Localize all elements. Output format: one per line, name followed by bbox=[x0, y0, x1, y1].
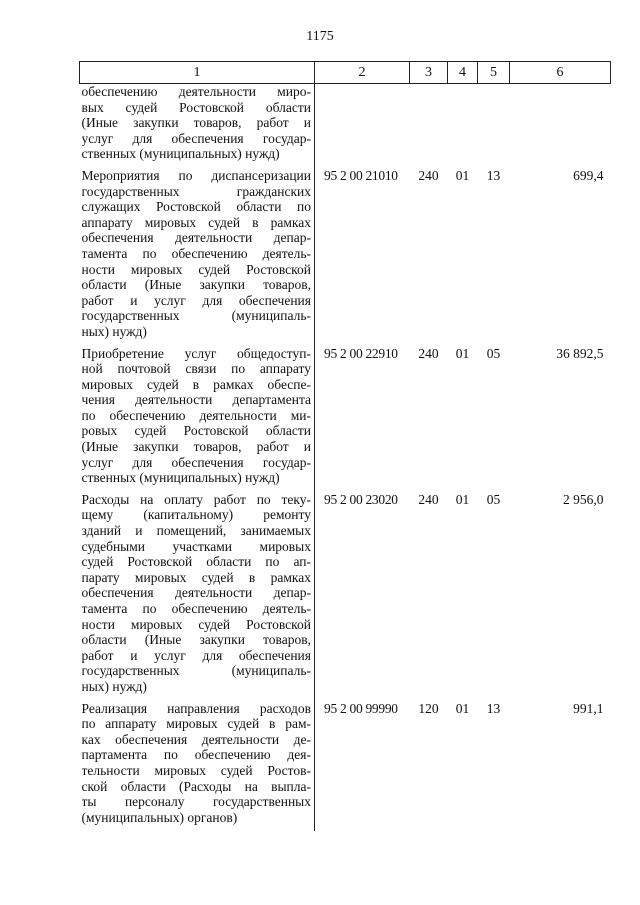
description-line: парату мировых судей в рамках bbox=[81, 569, 311, 585]
description-line: зданий и помещений, занимаемых bbox=[81, 523, 311, 539]
description-line: работ и услуг для обеспечения bbox=[81, 292, 311, 308]
description-line: ственных (муниципальных) нужд) bbox=[81, 470, 280, 486]
description-line: обеспечения деятельности депар- bbox=[81, 585, 311, 601]
description-line: государственных гражданских bbox=[81, 183, 311, 199]
subsection-code: 05 bbox=[486, 491, 501, 507]
description-line: вых судей Ростовской области bbox=[81, 99, 311, 115]
expense-type: 240 bbox=[418, 345, 439, 361]
description-line: ности мировых судей Ростовской bbox=[81, 261, 311, 277]
description-line: Приобретение услуг общедоступ- bbox=[81, 345, 311, 361]
header-col-2: 2 bbox=[315, 62, 410, 84]
description-line: мировых судей в рамках обеспе- bbox=[81, 376, 311, 392]
description-line: услуг для обеспечения государ- bbox=[81, 454, 311, 470]
description-line: чения деятельности департамента bbox=[81, 392, 311, 408]
description-line: ных) нужд) bbox=[81, 678, 147, 694]
target-article-code: 95 2 00 21010 bbox=[324, 167, 398, 183]
target-article-code bbox=[315, 84, 410, 168]
description-line: государственных (муниципаль- bbox=[81, 308, 311, 324]
section-code: 01 bbox=[455, 345, 470, 361]
description-line: ности мировых судей Ростовской bbox=[81, 616, 311, 632]
description-line: (Иные закупки товаров, работ и bbox=[81, 115, 311, 131]
row-description bbox=[80, 168, 315, 346]
table-row bbox=[80, 168, 611, 346]
page-number: 1175 bbox=[306, 29, 334, 44]
description-line: тельности мировых судей Ростов- bbox=[81, 762, 311, 778]
header-col-1: 1 bbox=[80, 62, 315, 84]
description-line: обеспечения деятельности депар- bbox=[81, 230, 311, 246]
subsection-code: 05 bbox=[486, 345, 501, 361]
subsection-code: 13 bbox=[486, 167, 501, 183]
description-line: тамента по обеспечению деятель- bbox=[81, 601, 311, 616]
table-row bbox=[80, 346, 611, 492]
table-header bbox=[80, 62, 611, 84]
row-description bbox=[80, 492, 315, 701]
header-col-4: 4 bbox=[448, 62, 478, 84]
description-line: аппарату мировых судей в рамках bbox=[81, 214, 311, 230]
section-code: 01 bbox=[455, 491, 470, 507]
description-line: ровых судей Ростовской области bbox=[81, 423, 311, 439]
description-line: судебными участками мировых bbox=[81, 538, 311, 554]
expense-type: 240 bbox=[418, 491, 439, 507]
description-line: области (Иные закупки товаров, bbox=[81, 277, 311, 293]
description-line: тамента по обеспечению деятель- bbox=[81, 245, 311, 261]
section-code bbox=[448, 84, 478, 168]
table-row bbox=[80, 701, 611, 832]
target-article-code: 95 2 00 99990 bbox=[324, 700, 398, 716]
amount-value: 699,4 bbox=[573, 167, 604, 183]
budget-table bbox=[79, 61, 611, 831]
amount-value bbox=[510, 84, 611, 168]
row-description bbox=[80, 346, 315, 492]
description-line: Расходы на оплату работ по теку- bbox=[81, 491, 311, 507]
description-line: работ и услуг для обеспечения bbox=[81, 647, 311, 663]
description-line: ных) нужд) bbox=[81, 323, 147, 339]
description-line: по обеспечению деятельности ми- bbox=[81, 407, 311, 423]
description-line: щему (капитальному) ремонту bbox=[81, 507, 311, 523]
row-description bbox=[80, 701, 315, 832]
description-line: по аппарату мировых судей в рам- bbox=[81, 716, 311, 732]
header-col-3: 3 bbox=[410, 62, 448, 84]
target-article-code: 95 2 00 23020 bbox=[324, 491, 398, 507]
section-code: 01 bbox=[455, 167, 470, 183]
table-row bbox=[80, 492, 611, 701]
description-line: Реализация направления расходов bbox=[81, 700, 311, 716]
description-line: обеспечению деятельности миро- bbox=[81, 84, 311, 99]
description-line: (Иные закупки товаров, работ и bbox=[81, 439, 311, 455]
description-line: ной почтовой связи по аппарату bbox=[81, 361, 311, 377]
description-line: судей Ростовской области по ап- bbox=[81, 554, 311, 570]
expense-type bbox=[410, 84, 448, 168]
description-line: ках обеспечения деятельности де- bbox=[81, 731, 311, 747]
table-row bbox=[80, 84, 611, 168]
amount-value: 36 892,5 bbox=[556, 345, 604, 361]
expense-type: 120 bbox=[418, 700, 439, 716]
subsection-code: 13 bbox=[486, 700, 501, 716]
description-line: ственных (муниципальных) нужд) bbox=[81, 146, 280, 162]
description-line: (муниципальных) органов) bbox=[81, 809, 238, 825]
table-body bbox=[80, 84, 611, 832]
header-col-6: 6 bbox=[510, 62, 611, 84]
description-line: служащих Ростовской области по bbox=[81, 199, 311, 215]
expense-type: 240 bbox=[418, 167, 439, 183]
amount-value: 2 956,0 bbox=[563, 491, 604, 507]
description-line: партамента по обеспечению дея- bbox=[81, 747, 311, 763]
header-col-5: 5 bbox=[478, 62, 510, 84]
description-line: Мероприятия по диспансеризации bbox=[81, 167, 311, 183]
description-line: государственных (муниципаль- bbox=[81, 663, 311, 679]
section-code: 01 bbox=[455, 700, 470, 716]
description-line: услуг для обеспечения государ- bbox=[81, 130, 311, 146]
description-line: области (Иные закупки товаров, bbox=[81, 632, 311, 648]
description-line: ты персоналу государственных bbox=[81, 794, 311, 810]
amount-value: 991,1 bbox=[573, 700, 604, 716]
target-article-code: 95 2 00 22910 bbox=[324, 345, 398, 361]
subsection-code bbox=[478, 84, 510, 168]
description-line: ской области (Расходы на выпла- bbox=[81, 778, 311, 794]
row-description bbox=[80, 84, 315, 168]
